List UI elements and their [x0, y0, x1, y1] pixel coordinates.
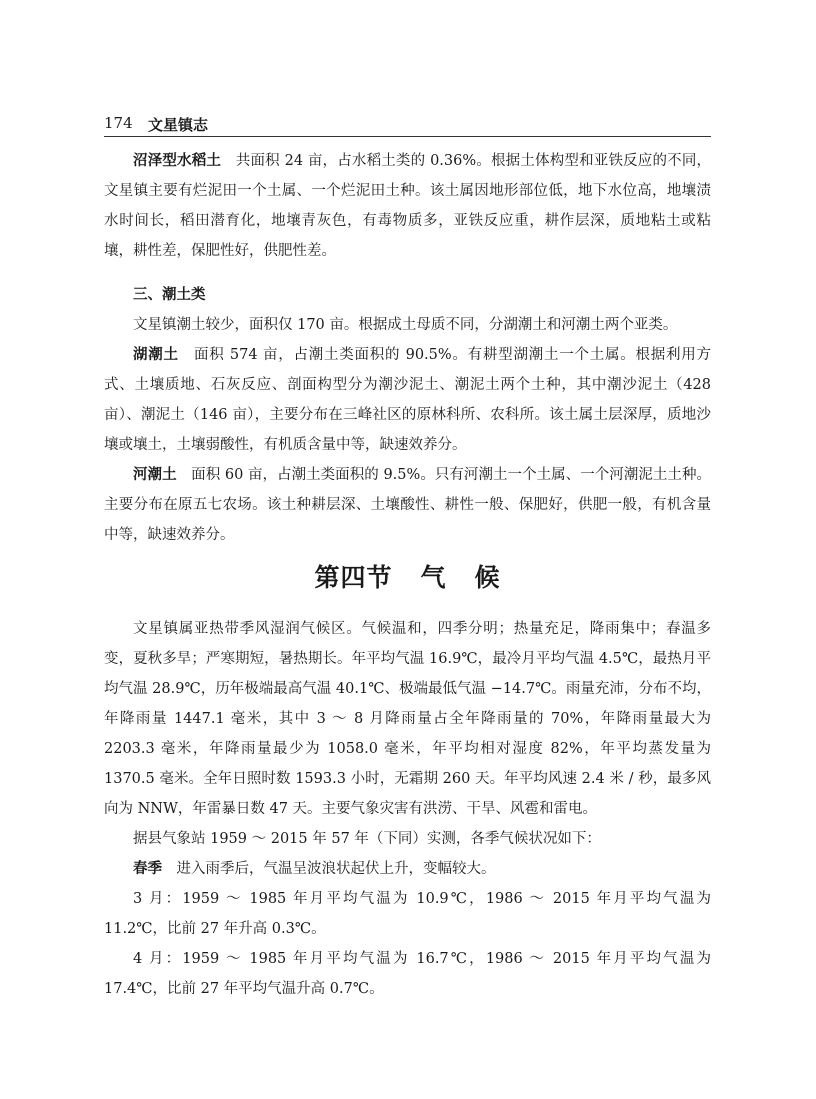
paragraph-march: 3 月：1959 ～ 1985 年月平均气温为 10.9℃，1986 ～ 2015 年月平均气温为 11.2℃，比前 27 年升高 0.3℃。 — [104, 891, 711, 937]
paragraph-text: 进入雨季后，气温呈波浪状起伏上升，变幅较大。 — [176, 861, 496, 877]
page-number: 174 — [104, 114, 133, 132]
paragraph-spring — [104, 854, 711, 884]
subheading-chao-soil: 三、潮土类 — [133, 287, 206, 303]
paragraph-lake-chao-soil — [104, 340, 711, 460]
page-header — [104, 112, 711, 137]
term-river-chao-soil: 河潮土 — [133, 467, 177, 483]
term-lake-chao-soil: 湖潮土 — [133, 347, 179, 363]
paragraph-climate-overview: 文星镇属亚热带季风湿润气候区。气候温和，四季分明；热量充足，降雨集中；春温多变，夏秋多旱；严寒期短，暑热期长。年平均气温 16.9℃，最冷月平均气温 4.5℃，最热月平均气温 28.9℃，历年极端最高气温 40.1℃、极端最低气温 −14.7℃。雨量充沛，分布不均，年降雨量 1447.1 毫米，其中 3 ～ 8 月降雨量占全年降雨量的 70%，年降雨量最大为 2203.3 毫米，年降雨量最少为 1058.0 毫米，年平均相对湿度 82%，年平均蒸发量为 1370.5 毫米。全年日照时数 1593.3 小时，无霜期 260 天。年平均风速 2.4 米 / 秒，最多风向为 NNW，年雷暴日数 47 天。主要气象灾害有洪涝、干旱、风雹和雷电。 — [104, 621, 711, 817]
section-title-char-1: 气 — [420, 563, 447, 592]
term-spring: 春季 — [133, 861, 162, 877]
section-title-char-2: 候 — [474, 563, 501, 592]
paragraph-april: 4 月：1959 ～ 1985 年月平均气温为 16.7℃，1986 ～ 2015 年月平均气温为 17.4℃，比前 27 年平均气温升高 0.7℃。 — [104, 951, 711, 997]
section-number: 第四节 — [314, 563, 393, 592]
paragraph-chao-soil-intro: 文星镇潮土较少，面积仅 170 亩。根据成土母质不同，分湖潮土和河潮土两个亚类。 — [133, 317, 678, 333]
section-climate-body — [104, 614, 711, 1004]
paragraph-text: 面积 60 亩，占潮土类面积的 9.5%。只有河潮土一个土属、一个河潮泥土土种。主要分布在原五七农场。该土种耕层深、土壤酸性、耕性一般、保肥好，供肥一般，有机含量中等，缺速效养分。 — [104, 467, 711, 543]
paragraph-swamp-paddy-soil — [104, 146, 711, 266]
section-upper-body — [104, 146, 711, 550]
paragraph-station-data: 据县气象站 1959 ～ 2015 年 57 年（下同）实测，各季气候状况如下： — [133, 831, 601, 847]
paragraph-text: 共面积 24 亩，占水稻土类的 0.36%。根据土体构型和亚铁反应的不同，文星镇主要有烂泥田一个土属、一个烂泥田土种。该土属因地形部位低，地下水位高，地壤渍水时间长，稻田潜育化，地壤青灰色，有毒物质多，亚铁反应重，耕作层深，质地粘土或粘壤，耕性差，保肥性好，供肥性差。 — [104, 153, 712, 259]
paragraph-text: 面积 574 亩，占潮土类面积的 90.5%。有耕型湖潮土一个土属。根据利用方式、土壤质地、石灰反应、剖面构型分为潮沙泥土、潮泥土两个土种，其中潮沙泥土（428 亩）、潮泥土（146 亩），主要分布在三峰社区的原林科所、农科所。该土属土层深厚，质地沙壤或壤土，土壤弱酸性，有机质含量中等，缺速效养分。 — [104, 347, 711, 453]
section-title — [104, 558, 711, 594]
book-title: 文星镇志 — [148, 116, 209, 134]
term-swamp-paddy-soil: 沼泽型水稻土 — [133, 153, 222, 169]
paragraph-river-chao-soil — [104, 460, 711, 550]
